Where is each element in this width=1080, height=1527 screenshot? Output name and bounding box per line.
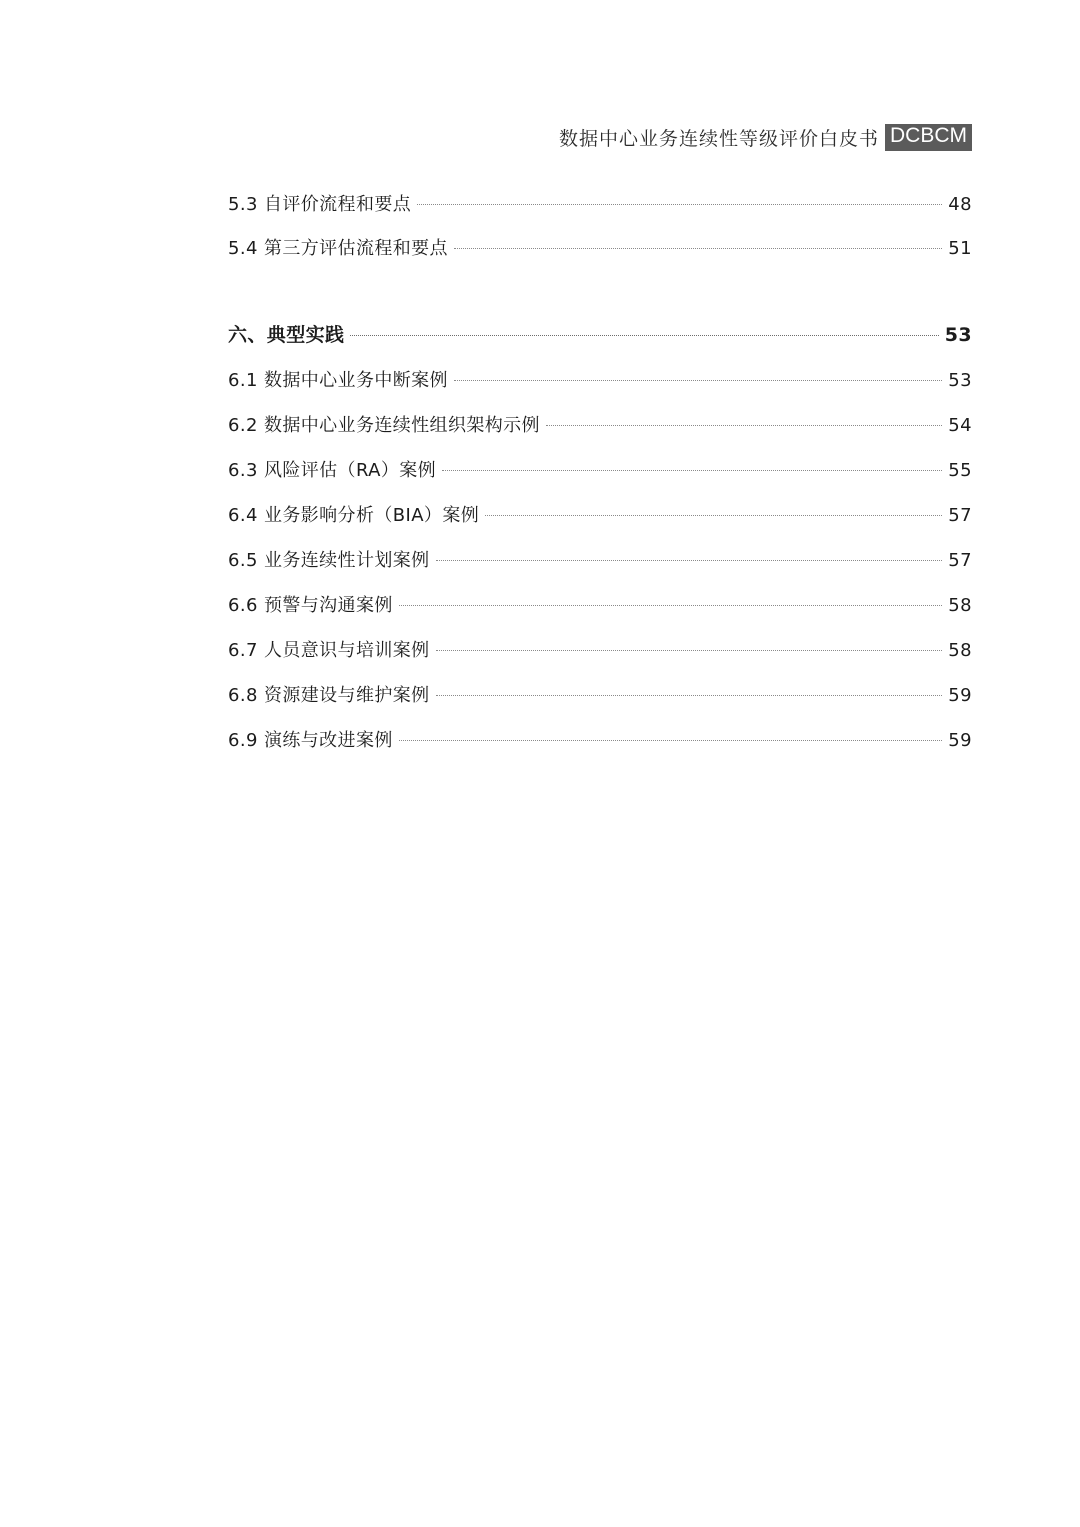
- toc-entry-6-6[interactable]: [228, 591, 972, 617]
- toc-entry-5-3[interactable]: [228, 190, 972, 216]
- toc-entry-page: 58: [948, 595, 972, 616]
- toc-entry-page: 57: [948, 505, 972, 526]
- toc-entry-label: 5.3 自评价流程和要点: [228, 194, 412, 215]
- toc-entry-label: 六、典型实践: [228, 324, 345, 346]
- toc-entry-6-3[interactable]: [228, 456, 972, 482]
- toc-leader: [350, 335, 938, 336]
- toc-entry-6-9[interactable]: [228, 726, 972, 752]
- toc-leader: [454, 380, 942, 381]
- toc-entry-label: 6.5 业务连续性计划案例: [228, 550, 430, 571]
- toc-entry-label: 6.3 风险评估（RA）案例: [228, 460, 437, 481]
- toc-leader: [454, 248, 942, 249]
- toc-entry-page: 51: [948, 238, 972, 259]
- toc-entry-label: 5.4 第三方评估流程和要点: [228, 238, 448, 259]
- toc-entry-label: 6.6 预警与沟通案例: [228, 595, 393, 616]
- toc-entry-label: 6.9 演练与改进案例: [228, 730, 393, 751]
- toc-leader: [417, 204, 942, 205]
- toc-entry-6-7[interactable]: [228, 636, 972, 662]
- document-badge: DCBCM: [885, 124, 972, 150]
- toc-entry-label: 6.2 数据中心业务连续性组织架构示例: [228, 415, 540, 436]
- toc-leader: [442, 470, 942, 471]
- toc-leader: [436, 695, 943, 696]
- toc-leader: [485, 515, 942, 516]
- toc-entry-page: 59: [948, 685, 972, 706]
- toc-entry-page: 48: [948, 194, 972, 215]
- toc-leader: [436, 560, 943, 561]
- toc-entry-page: 57: [948, 550, 972, 571]
- toc-entry-label: 6.4 业务影响分析（BIA）案例: [228, 505, 480, 526]
- toc-entry-chapter-6[interactable]: [228, 320, 972, 347]
- toc-leader: [399, 605, 943, 606]
- toc-entry-page: 59: [948, 730, 972, 751]
- toc-entry-6-1[interactable]: [228, 366, 972, 392]
- toc-entry-5-4[interactable]: [228, 234, 972, 260]
- toc-entry-6-8[interactable]: [228, 681, 972, 707]
- toc-entry-label: 6.1 数据中心业务中断案例: [228, 370, 448, 391]
- toc-entry-page: 53: [944, 324, 972, 346]
- toc-entry-page: 54: [948, 415, 972, 436]
- toc-leader: [436, 650, 943, 651]
- toc-entry-label: 6.7 人员意识与培训案例: [228, 640, 430, 661]
- toc-entry-page: 53: [948, 370, 972, 391]
- toc-leader: [546, 425, 942, 426]
- table-of-contents: [228, 190, 972, 752]
- page-header: [0, 124, 1080, 151]
- document-title: 数据中心业务连续性等级评价白皮书: [558, 128, 879, 150]
- toc-entry-page: 58: [948, 640, 972, 661]
- toc-leader: [399, 740, 943, 741]
- toc-entry-6-5[interactable]: [228, 546, 972, 572]
- toc-entry-page: 55: [948, 460, 972, 481]
- toc-entry-label: 6.8 资源建设与维护案例: [228, 685, 430, 706]
- toc-entry-6-4[interactable]: [228, 501, 972, 527]
- toc-entry-6-2[interactable]: [228, 411, 972, 437]
